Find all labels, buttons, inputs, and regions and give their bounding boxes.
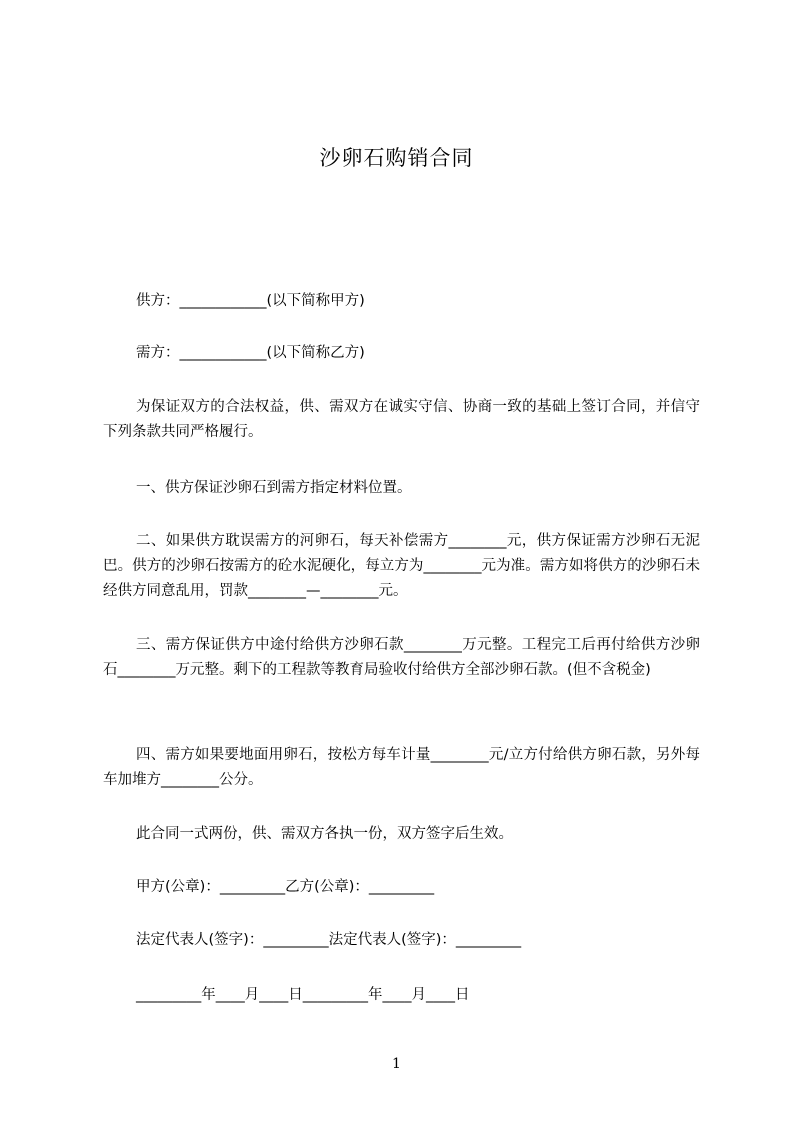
- clause-1: 一、供方保证沙卵石到需方指定材料位置。: [136, 480, 412, 496]
- document-title: 沙卵石购销合同: [319, 146, 474, 170]
- seal-line: 甲方(公章)：_________乙方(公章)：_________: [136, 879, 435, 895]
- effect-paragraph: 此合同一式两份，供、需双方各执一份，双方签字后生效。: [136, 826, 513, 842]
- clause-3: 三、需方保证供方中途付给供方沙卵石款________万元整。工程完工后再付给供方沙卵石________万元整。剩下的工程款等教育局验收付给供方全部沙卵石款。(但不含税金): [103, 637, 700, 678]
- date-line: _________年____月____日_________年____月____日: [136, 987, 470, 1003]
- buyer-line: 需方：____________(以下简称乙方): [136, 345, 365, 361]
- supplier-line: 供方：____________(以下简称甲方): [136, 293, 365, 309]
- page-number: 1: [392, 1056, 401, 1072]
- clause-4: 四、需方如果要地面用卵石，按松方每车计量________元/立方付给供方卵石款，另外每车加堆方________公分。: [103, 747, 700, 788]
- representative-line: 法定代表人(签字)：_________法定代表人(签字)：_________: [136, 932, 522, 948]
- clause-2: 二、如果供方耽误需方的河卵石，每天补偿需方________元，供方保证需方沙卵石无泥巴。供方的沙卵石按需方的砼水泥硬化，每立方为________元为准。需方如将供方的沙卵石未经供方同意乱用，罚款________—________元。: [103, 533, 700, 599]
- preamble-paragraph: 为保证双方的合法权益，供、需双方在诚实守信、协商一致的基础上签订合同，并信守下列条款共同严格履行。: [103, 399, 700, 440]
